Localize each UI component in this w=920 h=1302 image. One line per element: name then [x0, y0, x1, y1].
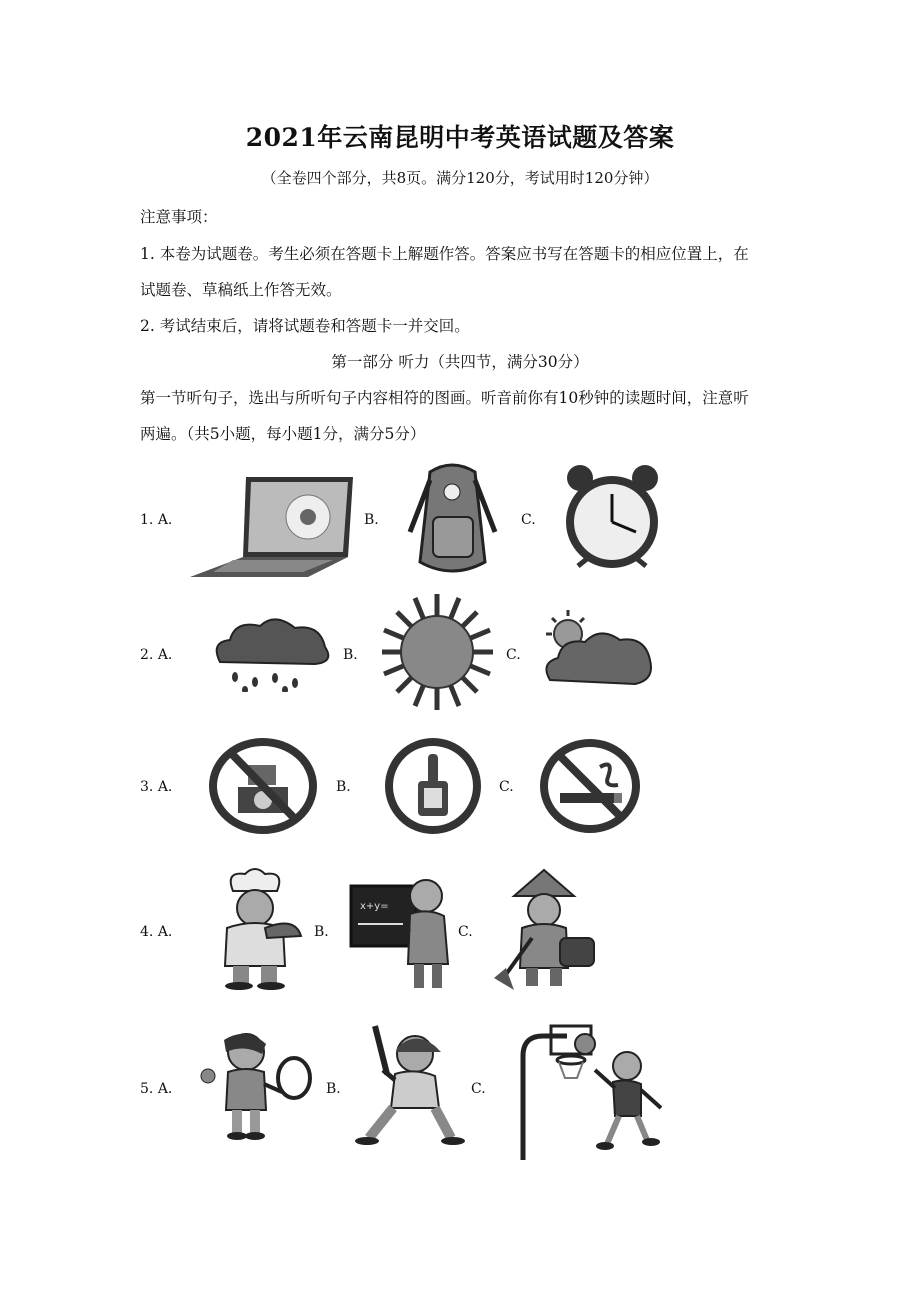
part1-heading: 第一部分 听力（共四节，满分30分）: [331, 353, 589, 371]
q3-option-b: B.: [336, 779, 351, 795]
q3-label: [140, 779, 172, 795]
q4-number: 4.: [140, 924, 154, 940]
q5-option-a: A.: [157, 1081, 173, 1097]
cook-icon: [205, 866, 305, 991]
notice-item2: 2. 考试结束后，请将试题卷和答题卡一并交回。: [140, 317, 470, 335]
q4-option-c: C.: [458, 924, 473, 940]
q4-option-a: A.: [157, 924, 173, 940]
q1-option-c: C.: [521, 512, 536, 528]
q5-option-c: C.: [471, 1081, 486, 1097]
q3-number: 3.: [140, 779, 154, 795]
alarm-clock-icon: [560, 462, 665, 577]
q2-option-c: C.: [506, 647, 521, 663]
page-title: 2021年云南昆明中考英语试题及答案: [245, 123, 675, 152]
section1-line1: 第一节听句子，选出与所听句子内容相符的图画。听音前你有10秒钟的读题时间，注意听: [140, 389, 749, 407]
q2-option-a: A.: [157, 647, 173, 663]
notice-heading: 注意事项：: [140, 208, 218, 226]
q3-option-c: C.: [499, 779, 514, 795]
backpack-icon: [405, 462, 500, 580]
partly-cloudy-icon: [540, 608, 655, 693]
keep-quiet-sign-icon: [382, 736, 484, 836]
teacher-icon: [348, 874, 458, 992]
farmer-icon: [494, 868, 606, 992]
q5-option-b: B.: [326, 1081, 341, 1097]
q1-option-b: B.: [364, 512, 379, 528]
q2-option-b: B.: [343, 647, 358, 663]
q5-label: [140, 1081, 172, 1097]
q1-option-a: A.: [157, 512, 173, 528]
notice-item1-line2: 试题卷、草稿纸上作答无效。: [140, 281, 342, 299]
q2-number: 2.: [140, 647, 154, 663]
no-photos-sign-icon: [208, 737, 318, 835]
q1-label: [140, 512, 172, 528]
rain-cloud-icon: [210, 612, 335, 692]
basketball-player-icon: [515, 1016, 675, 1162]
laptop-icon: [188, 472, 358, 582]
tennis-player-icon: [196, 1030, 318, 1142]
subtitle: （全卷四个部分，共8页。满分120分，考试用时120分钟）: [261, 169, 659, 187]
q1-number: 1.: [140, 512, 154, 528]
q4-label: [140, 924, 172, 940]
q3-option-a: A.: [157, 779, 173, 795]
q5-number: 5.: [140, 1081, 154, 1097]
svg-text:x+y=: x+y=: [360, 901, 389, 912]
section1-line2: 两遍。（共5小题，每小题1分，满分5分）: [140, 425, 426, 443]
no-smoking-sign-icon: [538, 737, 642, 835]
q2-label: [140, 647, 172, 663]
baseball-player-icon: [355, 1024, 465, 1148]
notice-item1-line1: 1. 本卷为试题卷。考生必须在答题卡上解题作答。答案应书写在答题卡的相应位置上，在: [140, 245, 749, 263]
sun-icon: [380, 592, 495, 712]
q4-option-b: B.: [314, 924, 329, 940]
